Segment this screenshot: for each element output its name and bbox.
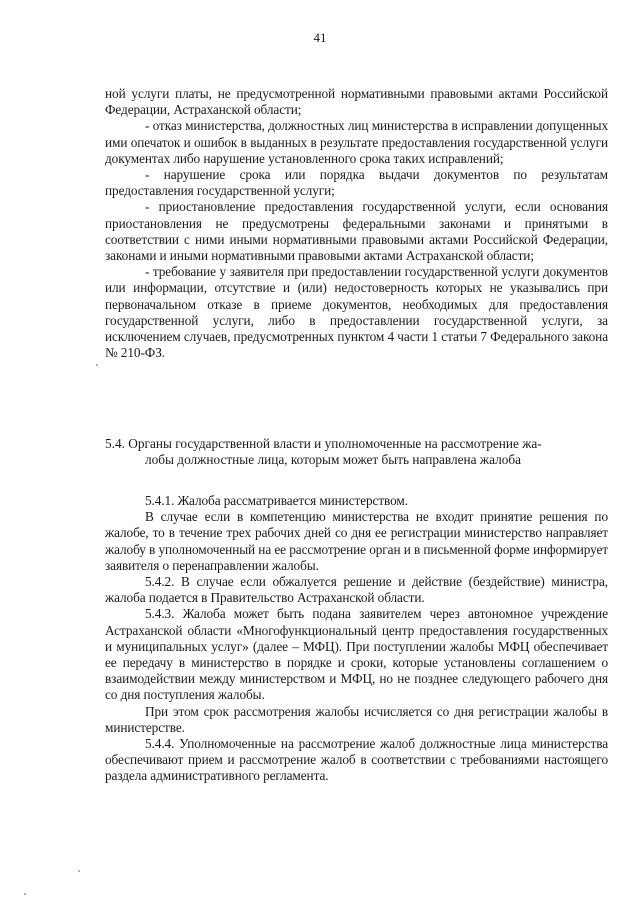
paragraph: 5.4.2. В случае если обжалуется решение и действие (бездействие) министра, жалоба подается в Правительство Астраханской области. — [105, 574, 608, 606]
scan-speck — [96, 364, 98, 366]
list-item-continuation: ной услуги платы, не предусмотренной нормативными правовыми актами Российской Федерации, Астраханской области; — [105, 86, 608, 118]
section-heading — [105, 436, 608, 468]
list-item: - приостановление предоставления государственной услуги, если основания приостановления не предусмотрены федеральными законами и принятыми в соответствии с ними иными нормативными правовыми актами Российской Федерации, законами и иными нормативными правовыми актами Астраханской области; — [105, 199, 608, 264]
list-item: - требование у заявителя при предоставлении государственной услуги документов или информации, отсутствие и (или) недостоверность которых не указывались при первоначальном отказе в приеме документов, необходимых для предоставления государственной услуги, либо в предоставлении государственной услуги, за исключением случаев, предусмотренных пунктом 4 части 1 статьи 7 Федерального закона № 210-ФЗ. — [105, 264, 608, 361]
section-heading-line: лобы должностные лица, которым может быть направлена жалоба — [145, 452, 522, 468]
list-item: - отказ министерства, должностных лиц министерства в исправлении допущенных ими опечаток и ошибок в выданных в результате предоставления государственной услуги документах либо нарушение установленного срока таких исправлений; — [105, 118, 608, 166]
list-item: - нарушение срока или порядка выдачи документов по результатам предоставления государственной услуги; — [105, 167, 608, 199]
paragraph: В случае если в компетенцию министерства не входит принятие решения по жалобе, то в течение трех рабочих дней со дня ее регистрации министерство направляет жалобу в уполномоченный на ее рассмотрение орган и в письменной форме информирует заявителя о перенаправлении жалобы. — [105, 509, 608, 573]
scan-speck — [24, 893, 26, 895]
paragraph: 5.4.1. Жалоба рассматривается министерством. — [145, 493, 408, 508]
grounds-list — [105, 86, 608, 361]
paragraph: При этом срок рассмотрения жалобы исчисляется со дня регистрации жалобы в министерстве. — [105, 703, 608, 735]
paragraph: 5.4.4. Уполномоченные на рассмотрение жалоб должностные лица министерства обеспечивают прием и рассмотрение жалоб в соответствии с требованиями настоящего раздела административного регламента. — [105, 736, 608, 784]
paragraph: 5.4.3. Жалоба может быть подана заявителем через автономное учреждение Астраханской области «Многофункциональный центр предоставления государственных и муниципальных услуг» (далее – МФЦ). При поступлении жалобы МФЦ обеспечивает ее передачу в министерство в порядке и сроки, которые установлены соглашением о взаимодействии между министерством и МФЦ, но не позднее следующего рабочего дня со дня поступления жалобы. — [105, 606, 608, 703]
section-body — [105, 493, 608, 785]
scan-speck — [78, 870, 80, 872]
section-heading-line: 5.4. Органы государственной власти и уполномоченные на рассмотрение жа- — [105, 436, 542, 451]
page-number: 41 — [313, 30, 327, 45]
